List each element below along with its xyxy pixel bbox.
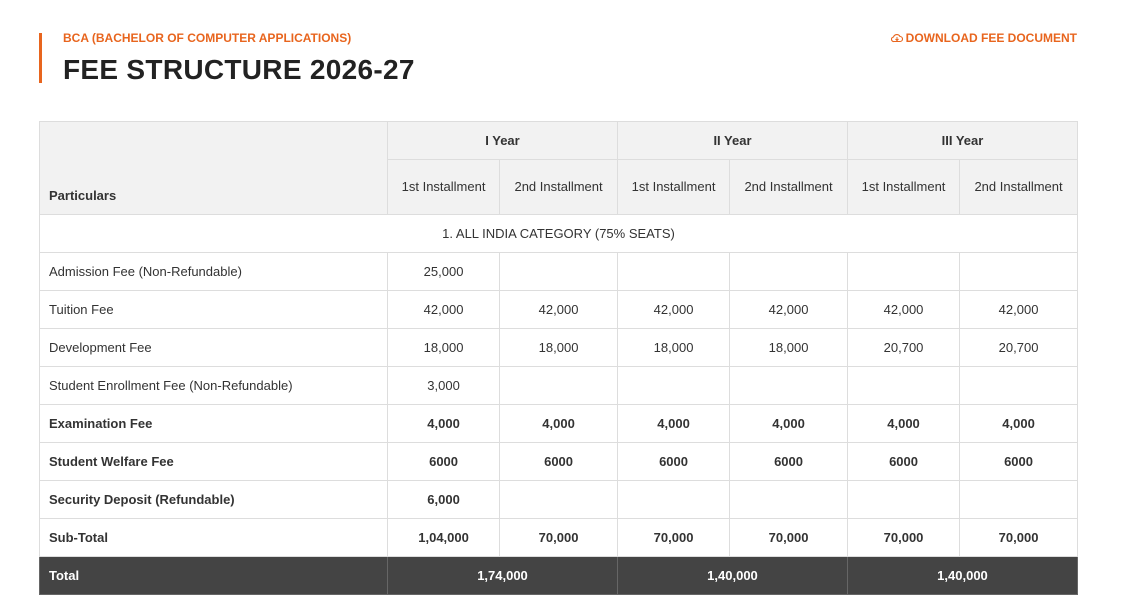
fee-value: 42,000 — [847, 291, 959, 329]
fee-value — [617, 367, 729, 405]
table-row — [40, 253, 1078, 291]
fee-value: 70,000 — [730, 519, 848, 557]
fee-value — [730, 253, 848, 291]
fee-label: Student Welfare Fee — [40, 443, 388, 481]
fee-label: Tuition Fee — [40, 291, 388, 329]
fee-value: 6000 — [960, 443, 1078, 481]
year-header: II Year — [617, 122, 847, 160]
fee-value: 18,000 — [730, 329, 848, 367]
fee-value: 4,000 — [730, 405, 848, 443]
installment-header: 1st Installment — [617, 160, 729, 215]
fee-label: Examination Fee — [40, 405, 388, 443]
fee-value: 20,700 — [960, 329, 1078, 367]
fee-value: 4,000 — [388, 405, 500, 443]
table-row — [40, 291, 1078, 329]
fee-table — [39, 121, 1078, 595]
fee-value — [960, 253, 1078, 291]
download-label: DOWNLOAD FEE DOCUMENT — [905, 31, 1077, 45]
fee-value: 20,700 — [847, 329, 959, 367]
fee-value — [730, 481, 848, 519]
category-row: 1. ALL INDIA CATEGORY (75% SEATS) — [40, 215, 1078, 253]
fee-label: Security Deposit (Refundable) — [40, 481, 388, 519]
fee-value: 18,000 — [617, 329, 729, 367]
program-subtitle: BCA (BACHELOR OF COMPUTER APPLICATIONS) — [63, 31, 352, 45]
particulars-header: Particulars — [40, 122, 388, 215]
fee-value: 6000 — [617, 443, 729, 481]
installment-header: 2nd Installment — [960, 160, 1078, 215]
fee-value — [617, 253, 729, 291]
table-row — [40, 519, 1078, 557]
fee-value: 42,000 — [388, 291, 500, 329]
total-label: Total — [40, 557, 388, 595]
fee-value — [617, 481, 729, 519]
table-row — [40, 405, 1078, 443]
fee-value: 4,000 — [500, 405, 618, 443]
accent-bar — [39, 33, 42, 83]
fee-value: 6000 — [500, 443, 618, 481]
fee-value — [960, 367, 1078, 405]
fee-value: 42,000 — [960, 291, 1078, 329]
fee-value: 6000 — [730, 443, 848, 481]
fee-label: Sub-Total — [40, 519, 388, 557]
installment-header: 2nd Installment — [500, 160, 618, 215]
installment-header: 1st Installment — [388, 160, 500, 215]
fee-value: 3,000 — [388, 367, 500, 405]
fee-value — [730, 367, 848, 405]
fee-value: 42,000 — [730, 291, 848, 329]
total-value: 1,74,000 — [388, 557, 618, 595]
fee-value: 42,000 — [500, 291, 618, 329]
fee-label: Admission Fee (Non-Refundable) — [40, 253, 388, 291]
fee-value: 4,000 — [960, 405, 1078, 443]
fee-label: Development Fee — [40, 329, 388, 367]
fee-value: 4,000 — [847, 405, 959, 443]
fee-value — [500, 367, 618, 405]
fee-value — [847, 253, 959, 291]
fee-value: 6,000 — [388, 481, 500, 519]
fee-value: 18,000 — [500, 329, 618, 367]
fee-value: 18,000 — [388, 329, 500, 367]
fee-value — [500, 253, 618, 291]
total-value: 1,40,000 — [847, 557, 1077, 595]
fee-value — [500, 481, 618, 519]
table-row — [40, 481, 1078, 519]
fee-value — [960, 481, 1078, 519]
fee-value — [847, 367, 959, 405]
page-title: FEE STRUCTURE 2026-27 — [63, 54, 415, 85]
fee-value: 4,000 — [617, 405, 729, 443]
installment-header: 1st Installment — [847, 160, 959, 215]
fee-value: 70,000 — [960, 519, 1078, 557]
fee-value: 6000 — [847, 443, 959, 481]
fee-value: 70,000 — [847, 519, 959, 557]
total-row — [40, 557, 1078, 595]
fee-value: 42,000 — [617, 291, 729, 329]
fee-value: 70,000 — [617, 519, 729, 557]
year-header: I Year — [388, 122, 618, 160]
fee-value: 25,000 — [388, 253, 500, 291]
fee-value — [847, 481, 959, 519]
table-row — [40, 443, 1078, 481]
installment-header: 2nd Installment — [730, 160, 848, 215]
fee-value: 1,04,000 — [388, 519, 500, 557]
fee-value: 70,000 — [500, 519, 618, 557]
cloud-download-icon — [891, 33, 903, 43]
table-row — [40, 329, 1078, 367]
table-row — [40, 367, 1078, 405]
fee-value: 6000 — [388, 443, 500, 481]
download-fee-document-link[interactable] — [891, 31, 1077, 45]
total-value: 1,40,000 — [617, 557, 847, 595]
fee-label: Student Enrollment Fee (Non-Refundable) — [40, 367, 388, 405]
year-header: III Year — [847, 122, 1077, 160]
